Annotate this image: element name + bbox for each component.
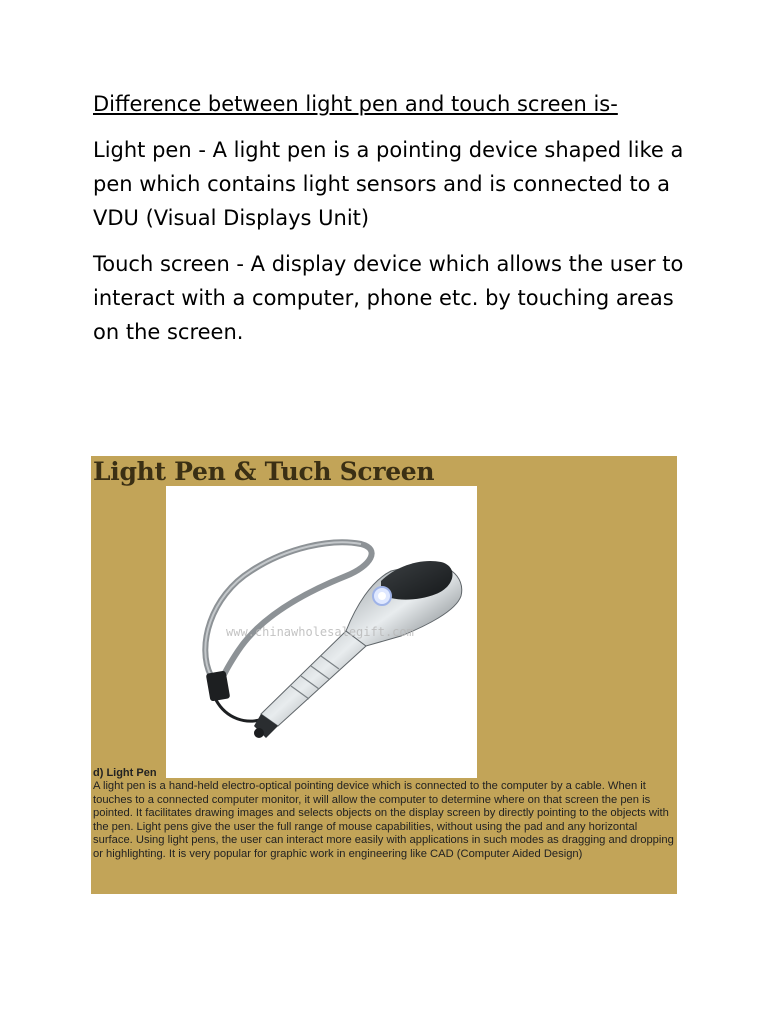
- page-heading: Difference between light pen and touch screen is-: [93, 92, 618, 116]
- lanyard-clasp: [206, 670, 266, 721]
- watermark-text: www.chinawholesalegift.com: [226, 625, 414, 639]
- light-pen-definition: Light pen - A light pen is a pointing device shaped like a pen which contains light sensors and is connected to a VDU (Visual Displays Unit): [93, 138, 684, 230]
- touch-screen-definition: Touch screen - A display device which allows the user to interact with a computer, phone etc. by touching areas on the screen.: [93, 252, 684, 344]
- pen-body: [254, 631, 366, 738]
- light-pen-figure: [91, 456, 677, 894]
- figure-subheading: d) Light Pen: [93, 767, 157, 779]
- figure-body-text: A light pen is a hand-held electro-optical pointing device which is connected to the computer by a cable. When it touches to a connected computer monitor, it will allow the computer to determine where on that screen the pen is pointed. It facilitates drawing images and selects objects on the display screen by directly pointing to the objects with the pen. Light pens give the user the full range of mouse capabilities, without using the pad and any horizontal surface. Using light pens, the user can interact more easily with applications in such modes as dragging and dropping or highlighting. It is very popular for graphic work in engineering like CAD (Computer Aided Design): [93, 780, 674, 860]
- light-pen-photo: [166, 486, 477, 778]
- figure-title: Light Pen & Tuch Screen: [93, 457, 435, 486]
